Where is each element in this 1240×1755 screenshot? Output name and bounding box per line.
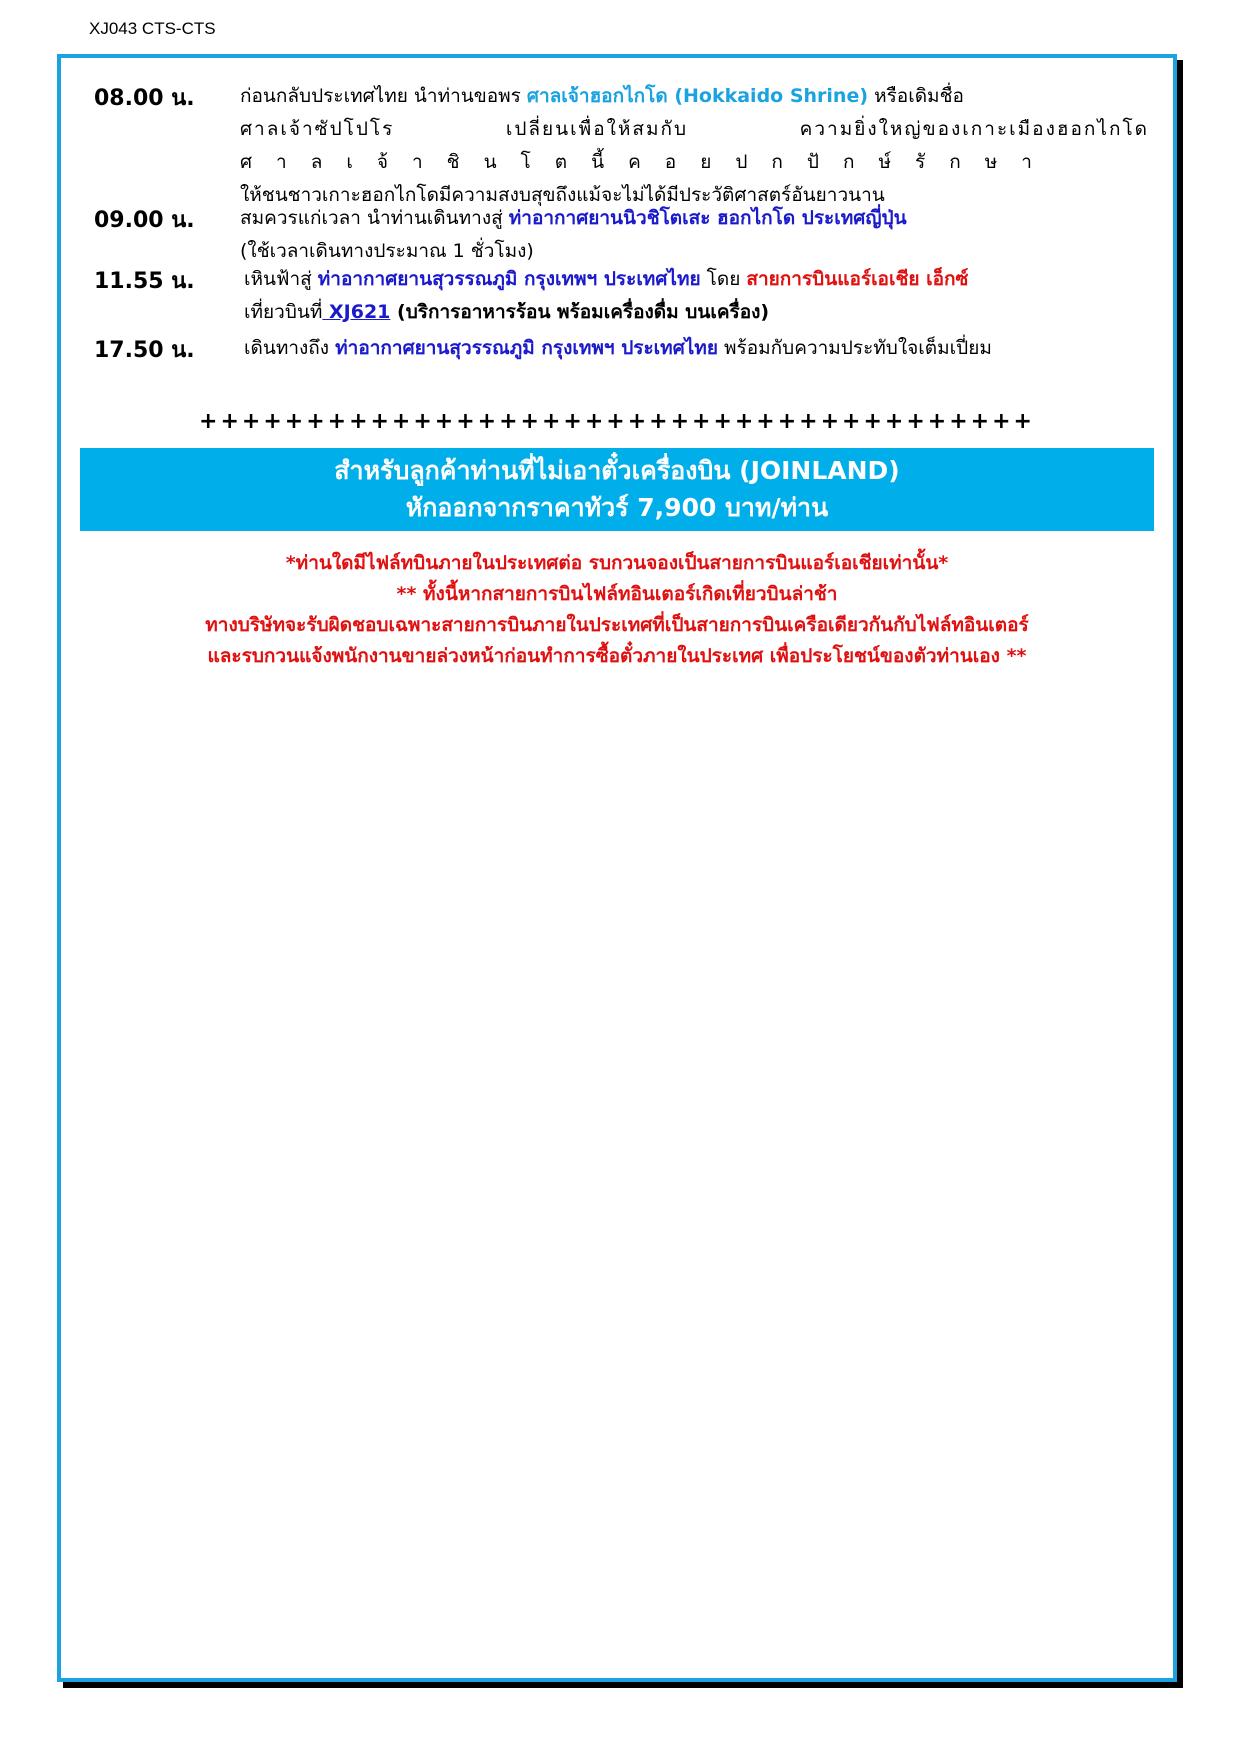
banner-title: สำหรับลูกค้าท่านที่ไม่เอาตั๋วเครื่องบิน (JOINLAND): [334, 456, 900, 485]
itinerary-time: 11.55 น.: [94, 269, 195, 294]
itinerary-time: 09.00 น.: [94, 208, 195, 233]
flight-number-link[interactable]: XJ621: [322, 301, 391, 323]
itinerary-frame: [57, 54, 1177, 1682]
itinerary-time: 17.50 น.: [94, 338, 195, 363]
note-line: และรบกวนแจ้งพนักงานขายล่วงหน้าก่อนทำการซื้อตั๋วภายในประเทศ เพื่อประโยชน์ของตัวท่านเอง **: [207, 645, 1027, 667]
note-line: *ท่านใดมีไฟล์ทบินภายในประเทศต่อ รบกวนจองเป็นสายการบินแอร์เอเชียเท่านั้น*: [285, 552, 949, 574]
text: สมควรแก่เวลา นำท่านเดินทางสู่: [240, 207, 509, 229]
text: เหินฟ้าสู่: [244, 268, 318, 290]
itinerary-description: [244, 332, 1149, 365]
itinerary-line: [244, 296, 1149, 329]
note-line: ทางบริษัทจะรับผิดชอบเฉพาะสายการบินภายในประเทศที่เป็นสายการบินเครือเดียวกันกับไฟล์ทอินเตอร์: [205, 614, 1029, 636]
airport-name: ท่าอากาศยานสุวรรณภูมิ กรุงเทพฯ ประเทศไทย: [335, 337, 718, 359]
notes-block: [61, 548, 1173, 672]
text: โดย: [700, 268, 747, 290]
separator-line: +++++++++++++++++++++++++++++++++++++++: [199, 409, 1035, 434]
text: หรือเดิมชื่อ: [868, 85, 964, 107]
itinerary-description: [240, 202, 1149, 268]
itinerary-description: [240, 80, 1149, 212]
text: เที่ยวบินที่: [244, 301, 323, 323]
itinerary-line: ให้ชนชาวเกาะฮอกไกโดมีความสงบสุขถึงแม้จะไม่ได้มีประวัติศาสตร์อันยาวนาน: [240, 184, 885, 206]
text: (บริการอาหารร้อน พร้อมเครื่องดื่ม บนเครื่อง): [390, 301, 770, 323]
text: ก่อนกลับประเทศไทย นำท่านขอพร: [240, 85, 527, 107]
shrine-name: ศาลเจ้าฮอกไกโด (Hokkaido Shrine): [526, 85, 869, 107]
airport-name: ท่าอากาศยานสุวรรณภูมิ กรุงเทพฯ ประเทศไทย: [317, 268, 701, 290]
itinerary-description: [244, 263, 1149, 329]
itinerary-time: 08.00 น.: [94, 86, 195, 111]
text: เดินทางถึง: [244, 337, 336, 359]
joinland-banner: [80, 448, 1154, 531]
itinerary-line: [240, 80, 1149, 113]
note-line: ** ทั้งนี้หากสายการบินไฟล์ทอินเตอร์เกิดเที่ยวบินล่าช้า: [396, 583, 838, 605]
text: พร้อมกับความประทับใจเต็มเปี่ยม: [717, 337, 992, 359]
itinerary-line: [244, 332, 1149, 365]
itinerary-line: [244, 263, 1149, 296]
banner-price: หักออกจากราคาทัวร์ 7,900 บาท/ท่าน: [405, 493, 829, 522]
itinerary-line: (ใช้เวลาเดินทางประมาณ 1 ชั่วโมง): [240, 240, 534, 262]
airport-name: ท่าอากาศยานนิวชิโตเสะ ฮอกไกโด ประเทศญี่ปุ่น: [508, 207, 907, 229]
airline-name: สายการบินแอร์เอเชีย เอ็กซ์: [746, 268, 969, 290]
itinerary-line: [240, 202, 1149, 235]
document-code: XJ043 CTS-CTS: [89, 19, 216, 38]
itinerary-line: ศาลเจ้าชินโตนี้คอยปกปักษ์รักษา: [240, 151, 1056, 173]
itinerary-line: ศาลเจ้าซัปโปโร เปลี่ยนเพื่อให้สมกับ ความยิ่งใหญ่ของเกาะเมืองฮอกไกโด: [240, 118, 1149, 140]
